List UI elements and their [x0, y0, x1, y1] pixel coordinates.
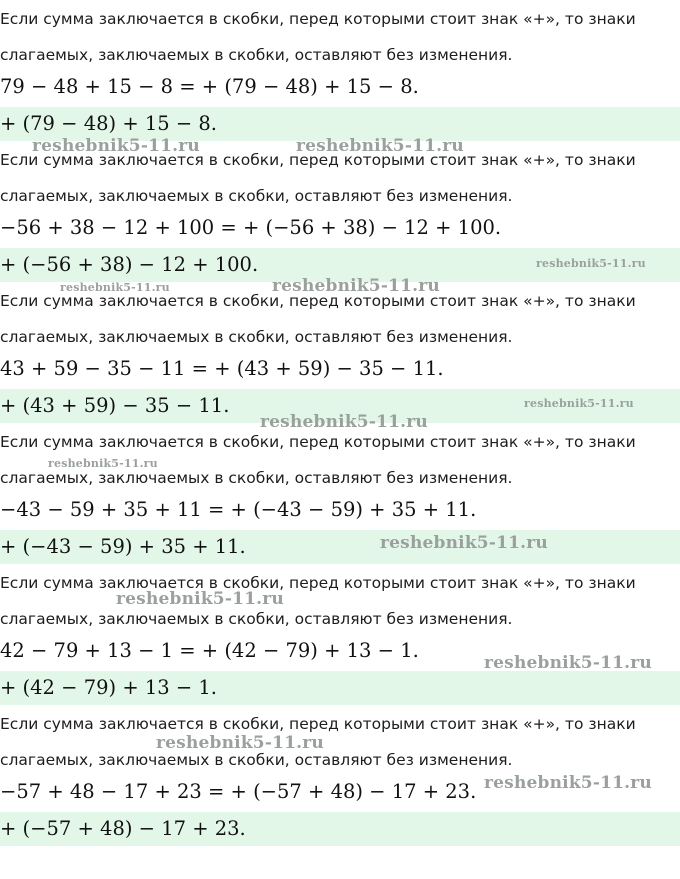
answer: + (79 − 48) + 15 − 8. — [0, 112, 218, 135]
rule-text-line-2: слагаемых, заключаемых в скобки, оставляют без изменения. — [0, 187, 513, 205]
solution-block-5 — [0, 564, 680, 705]
watermark: reshebnik5-11.ru — [536, 257, 646, 270]
rule-text-line-1: Если сумма заключается в скобки, перед которыми стоит знак «+», то знаки — [0, 10, 636, 28]
rule-text-line-1: Если сумма заключается в скобки, перед которыми стоит знак «+», то знаки — [0, 715, 636, 733]
expression: −43 − 59 + 35 + 11 = + (−43 − 59) + 35 + 11. — [0, 498, 477, 521]
watermark: reshebnik5-11.ru — [156, 733, 324, 753]
watermark: reshebnik5-11.ru — [524, 397, 634, 410]
rule-text-line-1: Если сумма заключается в скобки, перед которыми стоит знак «+», то знаки — [0, 574, 636, 592]
rule-text-line-2: слагаемых, заключаемых в скобки, оставляют без изменения. — [0, 469, 513, 487]
solution-block-1 — [0, 0, 680, 141]
watermark: reshebnik5-11.ru — [48, 457, 158, 470]
rule-text-line-2: слагаемых, заключаемых в скобки, оставляют без изменения. — [0, 328, 513, 346]
rule-text-line-2: слагаемых, заключаемых в скобки, оставляют без изменения. — [0, 610, 513, 628]
expression: −57 + 48 − 17 + 23 = + (−57 + 48) − 17 + 23. — [0, 780, 477, 803]
watermark: reshebnik5-11.ru — [380, 533, 548, 553]
answer: + (−57 + 48) − 17 + 23. — [0, 817, 246, 840]
answer: + (−56 + 38) − 12 + 100. — [0, 253, 259, 276]
watermark: reshebnik5-11.ru — [484, 773, 652, 793]
answer: + (42 − 79) + 13 − 1. — [0, 676, 218, 699]
rule-text-line-1: Если сумма заключается в скобки, перед которыми стоит знак «+», то знаки — [0, 292, 636, 310]
answer: + (43 + 59) − 35 − 11. — [0, 394, 230, 417]
watermark: reshebnik5-11.ru — [272, 276, 440, 296]
solution-block-4 — [0, 423, 680, 564]
rule-text-line-2: слагаемых, заключаемых в скобки, оставляют без изменения. — [0, 751, 513, 769]
expression: −56 + 38 − 12 + 100 = + (−56 + 38) − 12 + 100. — [0, 216, 502, 239]
watermark: reshebnik5-11.ru — [484, 653, 652, 673]
expression: 79 − 48 + 15 − 8 = + (79 − 48) + 15 − 8. — [0, 75, 419, 98]
rule-text-line-1: Если сумма заключается в скобки, перед которыми стоит знак «+», то знаки — [0, 433, 636, 451]
rule-text-line-1: Если сумма заключается в скобки, перед которыми стоит знак «+», то знаки — [0, 151, 636, 169]
answer: + (−43 − 59) + 35 + 11. — [0, 535, 246, 558]
watermark: reshebnik5-11.ru — [32, 136, 200, 156]
watermark: reshebnik5-11.ru — [296, 136, 464, 156]
watermark: reshebnik5-11.ru — [116, 589, 284, 609]
expression: 42 − 79 + 13 − 1 = + (42 − 79) + 13 − 1. — [0, 639, 419, 662]
expression: 43 + 59 − 35 − 11 = + (43 + 59) − 35 − 11. — [0, 357, 444, 380]
watermark: reshebnik5-11.ru — [60, 281, 170, 294]
watermark: reshebnik5-11.ru — [260, 412, 428, 432]
rule-text-line-2: слагаемых, заключаемых в скобки, оставляют без изменения. — [0, 46, 513, 64]
